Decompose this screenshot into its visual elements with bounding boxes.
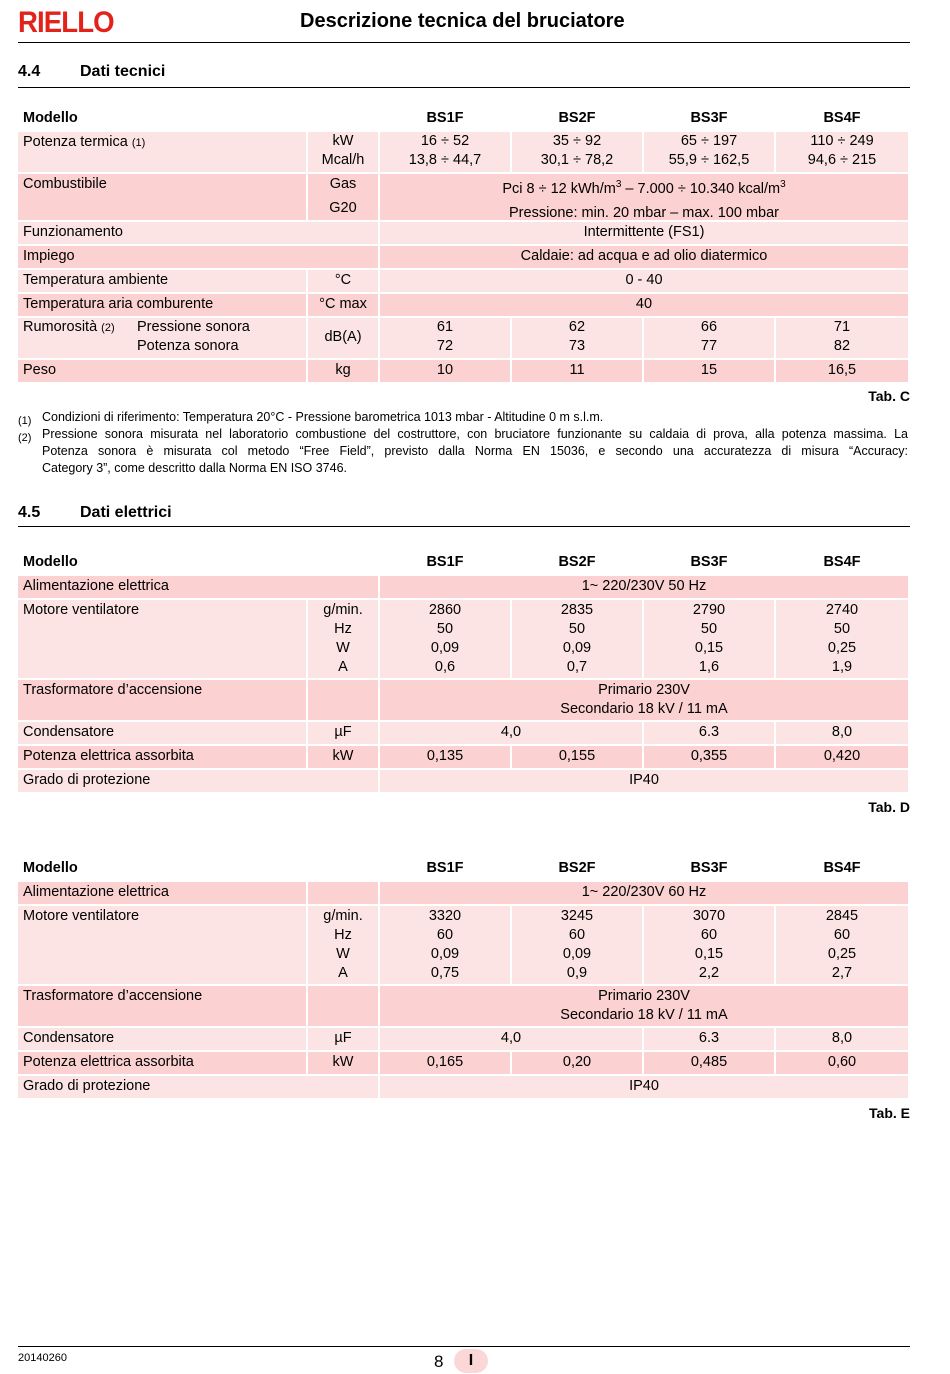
model-bs1f: BS1F [426,110,464,126]
note-2-line-3: Category 3”, come descritto dalla Norma EN ISO 3746. [42,461,347,475]
header-divider [18,42,910,43]
section-4-5-heading: 4.5 Dati elettrici [18,504,172,521]
row-label-motore: Motore ventilatore [18,600,306,678]
section-divider [18,87,910,88]
rumorosita-bs1f: 61 72 [380,318,510,358]
row-label-trasformatore: Trasformatore d’accensione [18,986,306,1026]
trasformatore-value: Primario 230V Secondario 18 kV / 11 mA [380,986,908,1026]
row-label-motore: Motore ventilatore [18,906,306,984]
peso-bs4f: 16,5 [776,360,908,382]
motore-bs3f: 2790 50 0,15 1,6 [644,600,774,678]
document-code: 20140260 [18,1352,67,1364]
potenza-bs3f: 65 ÷ 197 55,9 ÷ 162,5 [644,132,774,172]
unit-motore: g/min. Hz W A [308,906,378,984]
condensatore-bs4f: 8,0 [776,722,908,744]
motore-bs2f: 3245 60 0,09 0,9 [512,906,642,984]
unit-kg: kg [308,360,378,382]
rumorosita-bs2f: 62 73 [512,318,642,358]
row-label-impiego: Impiego [18,246,378,268]
condensatore-bs3f: 6.3 [644,722,774,744]
peso-bs2f: 11 [512,360,642,382]
potenza-elettrica-bs2f: 0,155 [512,746,642,768]
potenza-elettrica-bs4f: 0,420 [776,746,908,768]
tab-c-label: Tab. C [868,388,910,404]
temp-aria-value: 40 [380,294,908,316]
note-2-mark: (2) [18,432,32,444]
model-bs2f: BS2F [558,860,596,876]
unit-kw-mcal: kW Mcal/h [308,132,378,172]
motore-bs1f: 2860 50 0,09 0,6 [380,600,510,678]
condensatore-bs3f: 6.3 [644,1028,774,1050]
unit-microfarad: µF [308,722,378,744]
model-bs1f: BS1F [426,860,464,876]
row-label-alimentazione: Alimentazione elettrica [18,576,378,598]
unit-celsius-max: °C max [308,294,378,316]
row-label-condensatore: Condensatore [18,722,306,744]
unit-alimentazione [308,882,378,904]
row-label-temp-aria: Temperatura aria comburente [18,294,306,316]
model-bs4f: BS4F [823,860,861,876]
model-bs3f: BS3F [690,860,728,876]
row-label-peso: Peso [18,360,306,382]
model-bs2f: BS2F [558,110,596,126]
rumorosita-bs4f: 71 82 [776,318,908,358]
potenza-elettrica-bs3f: 0,355 [644,746,774,768]
tab-d-label: Tab. D [868,799,910,815]
model-bs3f: BS3F [690,554,728,570]
motore-bs2f: 2835 50 0,09 0,7 [512,600,642,678]
unit-kw: kW [308,1052,378,1074]
riello-logo: RIELLO [18,6,114,39]
potenza-bs1f: 16 ÷ 52 13,8 ÷ 44,7 [380,132,510,172]
potenza-elettrica-bs2f: 0,20 [512,1052,642,1074]
potenza-elettrica-bs3f: 0,485 [644,1052,774,1074]
row-label-rumorosita: Rumorosità (2) Pressione sonora Potenza sonora [18,318,306,358]
unit-microfarad: µF [308,1028,378,1050]
potenza-bs2f: 35 ÷ 92 30,1 ÷ 78,2 [512,132,642,172]
row-label-combustibile: Combustibile [18,174,306,220]
potenza-elettrica-bs4f: 0,60 [776,1052,908,1074]
row-label-alimentazione: Alimentazione elettrica [18,882,306,904]
row-label-grado: Grado di protezione [18,770,378,792]
grado-value: IP40 [380,770,908,792]
row-label-temp-ambiente: Temperatura ambiente [18,270,306,292]
model-bs3f: BS3F [690,110,728,126]
row-label-trasformatore: Trasformatore d’accensione [18,680,306,720]
note-1-mark: (1) [18,415,32,427]
footer-divider [18,1346,910,1347]
row-label-potenza-elettrica: Potenza elettrica assorbita [18,1052,306,1074]
row-label-potenza-elettrica: Potenza elettrica assorbita [18,746,306,768]
row-label-grado: Grado di protezione [18,1076,378,1098]
unit-dba: dB(A) [308,318,378,358]
tab-e-label: Tab. E [869,1105,910,1121]
model-header: Modello [23,554,78,570]
row-label-potenza-termica: Potenza termica (1) [18,132,306,172]
page-title: Descrizione tecnica del bruciatore [300,10,625,32]
potenza-elettrica-bs1f: 0,135 [380,746,510,768]
model-header: Modello [23,860,78,876]
section-divider [18,526,910,527]
condensatore-bs1f-bs2f: 4,0 [380,1028,642,1050]
grado-value: IP40 [380,1076,908,1098]
motore-bs4f: 2740 50 0,25 1,9 [776,600,908,678]
unit-gas-g20: Gas G20 [308,174,378,220]
motore-bs1f: 3320 60 0,09 0,75 [380,906,510,984]
model-bs4f: BS4F [823,554,861,570]
condensatore-bs1f-bs2f: 4,0 [380,722,642,744]
note-2-line-1: Pressione sonora misurata nel laboratorio combustione del costruttore, con bruciatore funzionante su caldaia di prova, alla potenza massima. La [42,427,908,441]
unit-celsius: °C [308,270,378,292]
motore-bs3f: 3070 60 0,15 2,2 [644,906,774,984]
temp-ambiente-value: 0 - 40 [380,270,908,292]
note-2-line-2: Potenza sonora è misurata col metodo “Free Field”, previsto dalla Norma EN 15036, e secondo una accuratezza di misura “Accuracy: [42,444,908,458]
row-label-funzionamento: Funzionamento [18,222,378,244]
page-number: 8 [434,1352,444,1371]
unit-kw: kW [308,746,378,768]
model-header: Modello [23,110,78,126]
row-label-condensatore: Condensatore [18,1028,306,1050]
motore-bs4f: 2845 60 0,25 2,7 [776,906,908,984]
unit-trasformatore [308,680,378,720]
funzionamento-value: Intermittente (FS1) [380,222,908,244]
combustibile-value: Pci 8 ÷ 12 kWh/$m^3 - 7.000 \div 10.340$ kcal/$m^3$ Pressione: min. 20 mbar – max. 100 mbar [380,174,908,220]
model-bs1f: BS1F [426,554,464,570]
unit-trasformatore [308,986,378,1026]
alimentazione-value: 1~ 220/230V 50 Hz [380,576,908,598]
rumorosita-bs3f: 66 77 [644,318,774,358]
trasformatore-value: Primario 230V Secondario 18 kV / 11 mA [380,680,908,720]
model-bs2f: BS2F [558,554,596,570]
note-1: Condizioni di riferimento: Temperatura 20°C - Pressione barometrica 1013 mbar - Altitudine 0 m s.l.m. [42,410,604,424]
model-bs4f: BS4F [823,110,861,126]
alimentazione-value: 1~ 220/230V 60 Hz [380,882,908,904]
peso-bs3f: 15 [644,360,774,382]
language-badge: I [454,1349,488,1373]
condensatore-bs4f: 8,0 [776,1028,908,1050]
peso-bs1f: 10 [380,360,510,382]
impiego-value: Caldaie: ad acqua e ad olio diatermico [380,246,908,268]
potenza-bs4f: 110 ÷ 249 94,6 ÷ 215 [776,132,908,172]
unit-motore: g/min. Hz W A [308,600,378,678]
section-4-4-heading: 4.4 Dati tecnici [18,63,166,80]
potenza-elettrica-bs1f: 0,165 [380,1052,510,1074]
